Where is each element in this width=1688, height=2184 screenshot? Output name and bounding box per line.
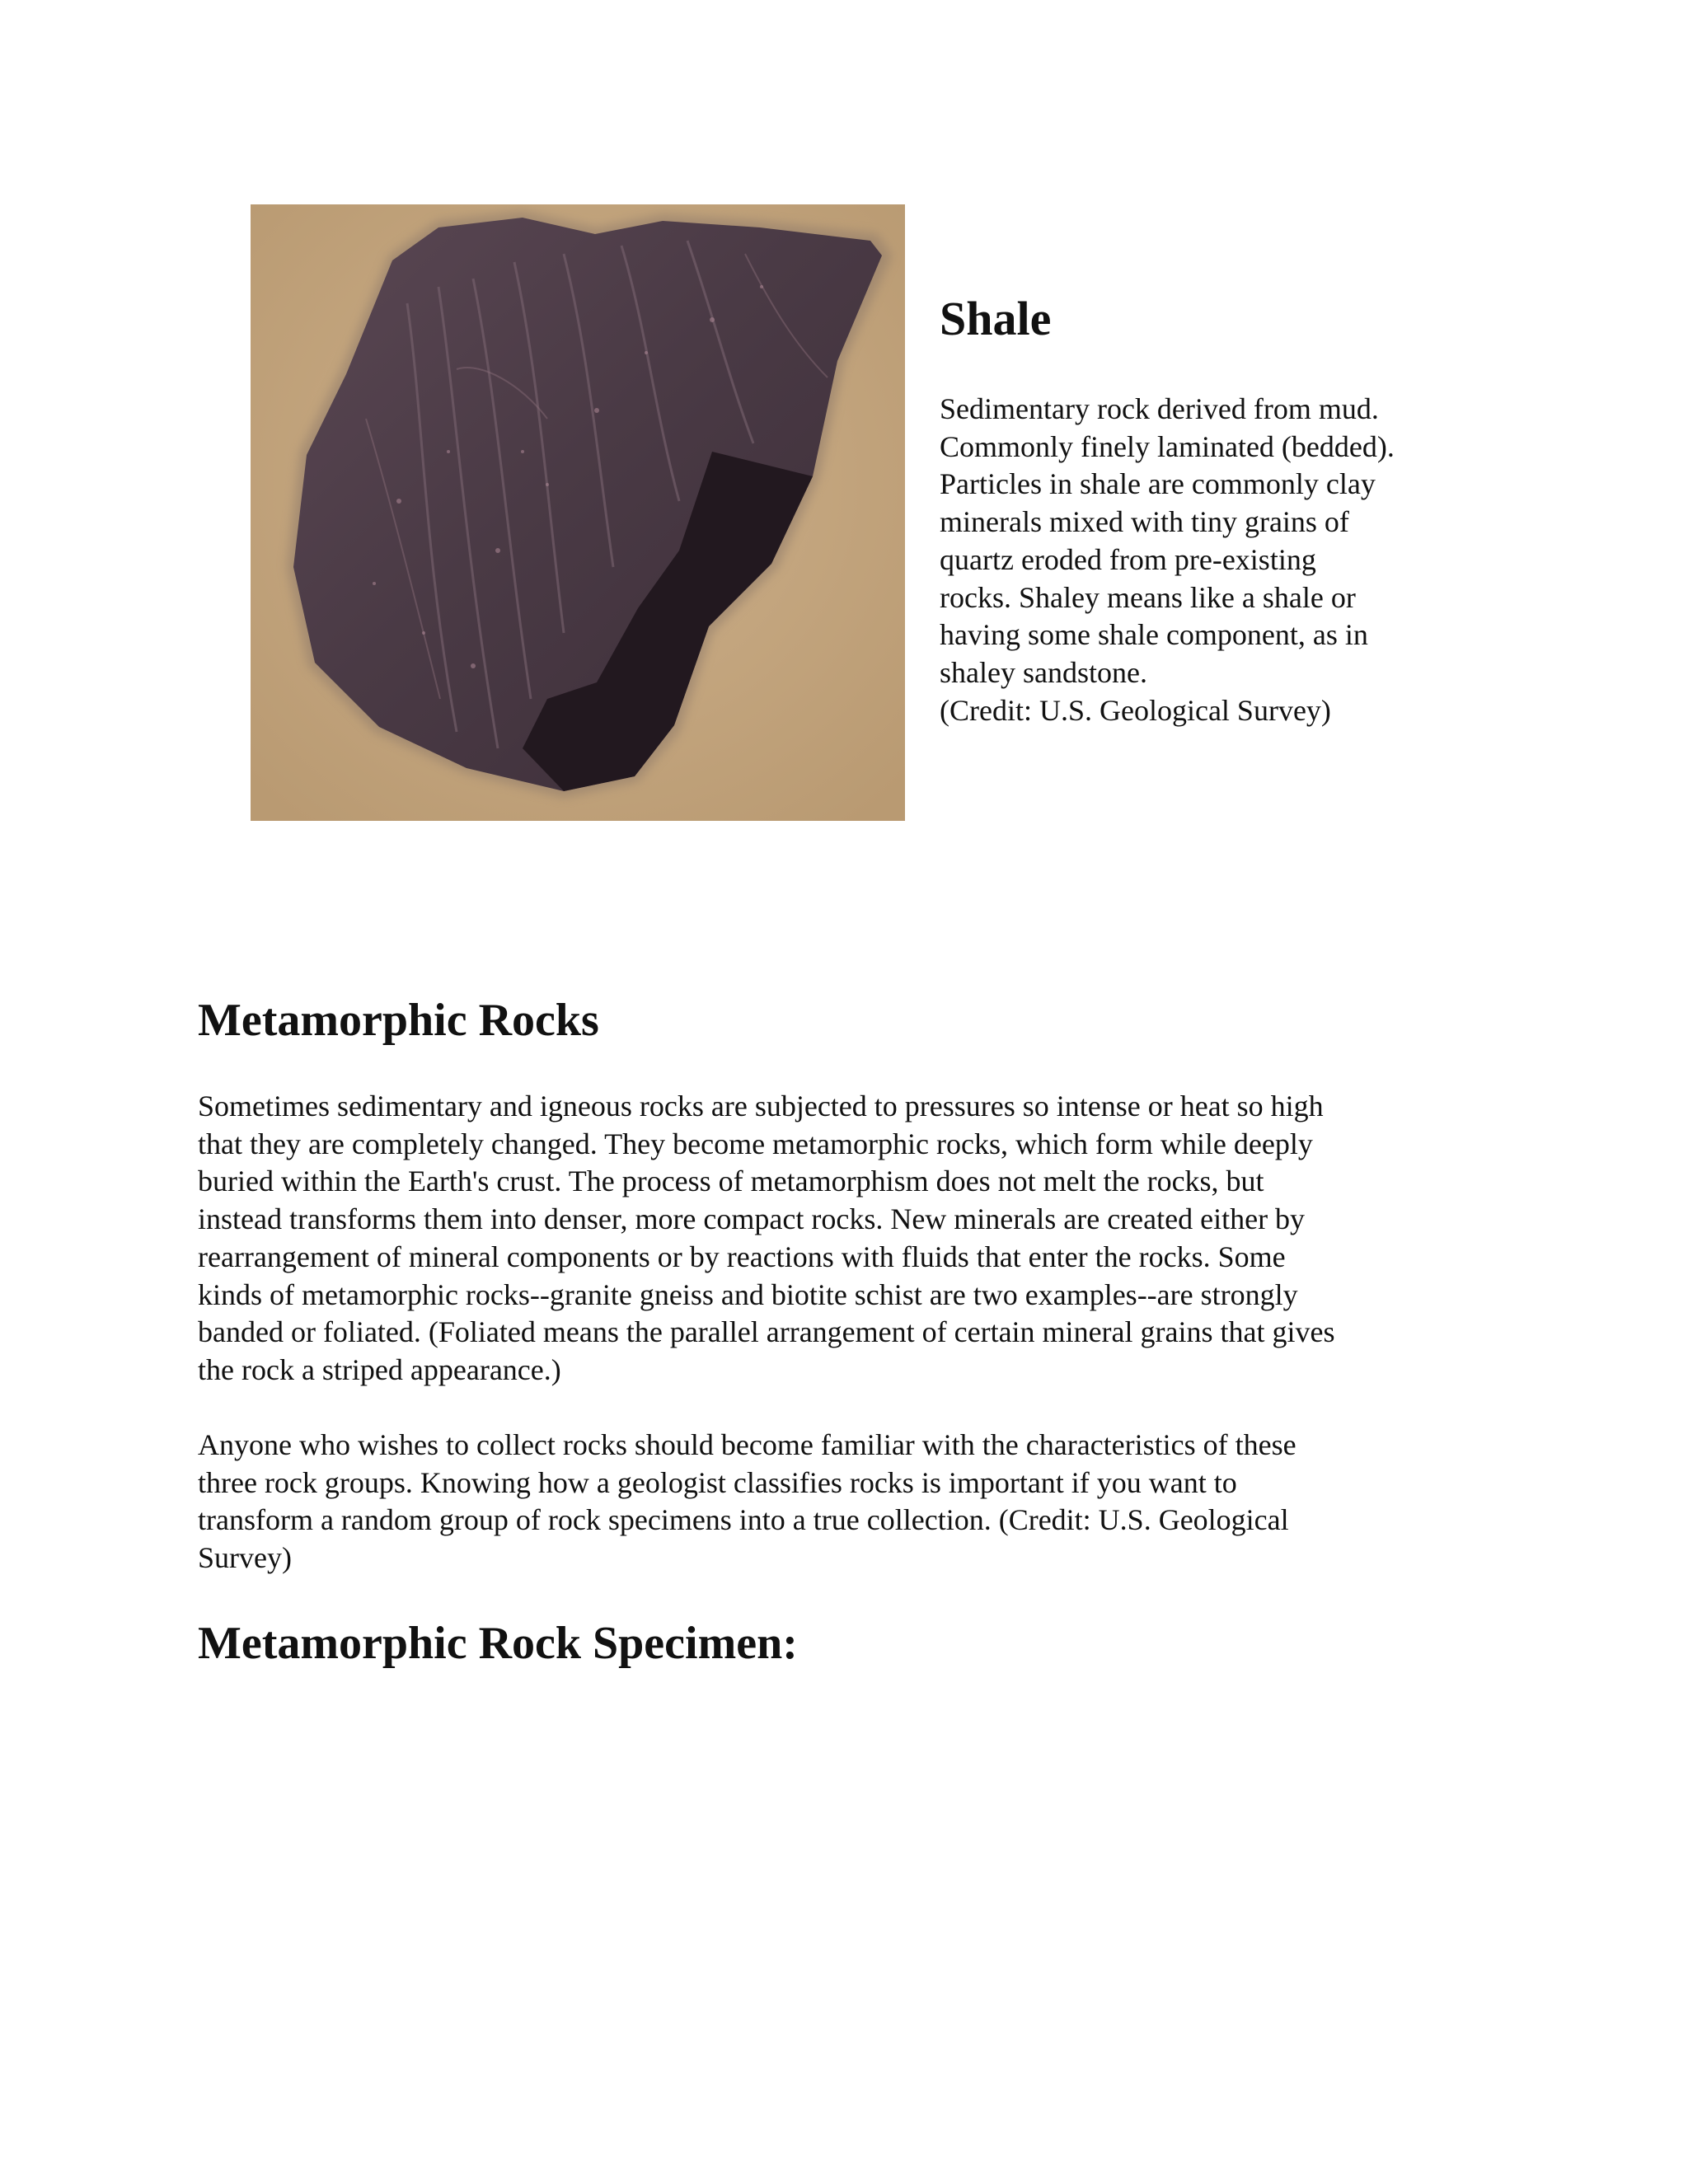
paragraph-line: buried within the Earth's crust. The process of metamorphism does not melt the rocks, but bbox=[198, 1165, 1264, 1198]
paragraph-line: the rock a striped appearance.) bbox=[198, 1352, 561, 1386]
paragraph-line: Sometimes sedimentary and igneous rocks are subjected to pressures so intense or heat so high bbox=[198, 1090, 1324, 1122]
paragraph-line: three rock groups. Knowing how a geologist classifies rocks is important if you want to bbox=[198, 1465, 1237, 1499]
shale-credit: (Credit: U.S. Geological Survey) bbox=[940, 693, 1331, 727]
shale-line: shaley sandstone. bbox=[940, 655, 1147, 689]
shale-line: minerals mixed with tiny grains of bbox=[940, 505, 1349, 539]
shale-line: Particles in shale are commonly clay bbox=[940, 467, 1376, 501]
shale-line: rocks. Shaley means like a shale or bbox=[940, 580, 1356, 614]
shale-caption bbox=[940, 292, 1467, 729]
paragraph-line: kinds of metamorphic rocks--granite gneiss and biotite schist are two examples--are strongly bbox=[198, 1277, 1298, 1311]
paragraph-line: Anyone who wishes to collect rocks should become familiar with the characteristics of these bbox=[198, 1428, 1296, 1461]
shale-line: Sedimentary rock derived from mud. bbox=[940, 392, 1379, 425]
shale-line: quartz eroded from pre-existing bbox=[940, 542, 1316, 576]
shale-line: Commonly finely laminated (bedded). bbox=[940, 429, 1395, 463]
shale-line: having some shale component, as in bbox=[940, 618, 1368, 652]
paragraph-line: banded or foliated. (Foliated means the parallel arrangement of certain mineral grains that gives bbox=[198, 1315, 1335, 1349]
paragraph-line: instead transforms them into denser, more compact rocks. New minerals are created either by bbox=[198, 1202, 1306, 1236]
shale-description bbox=[940, 391, 1467, 729]
paragraph-line: transform a random group of rock specimens into a true collection. (Credit: U.S. Geological bbox=[198, 1503, 1289, 1537]
shale-title: Shale bbox=[940, 292, 1052, 345]
metamorphic-paragraph-2 bbox=[198, 1427, 1533, 1577]
paragraph-line: Survey) bbox=[198, 1541, 292, 1575]
paragraph-line: rearrangement of mineral components or by reactions with fluids that enter the rocks. Some bbox=[198, 1240, 1286, 1273]
metamorphic-rocks-heading: Metamorphic Rocks bbox=[198, 995, 599, 1046]
shale-rock-illustration bbox=[251, 204, 905, 821]
metamorphic-paragraph-1 bbox=[198, 1088, 1533, 1390]
shale-photo bbox=[251, 204, 905, 821]
metamorphic-specimen-heading: Metamorphic Rock Specimen: bbox=[198, 1618, 798, 1669]
paragraph-line: that they are completely changed. They become metamorphic rocks, which form while deeply bbox=[198, 1127, 1313, 1160]
